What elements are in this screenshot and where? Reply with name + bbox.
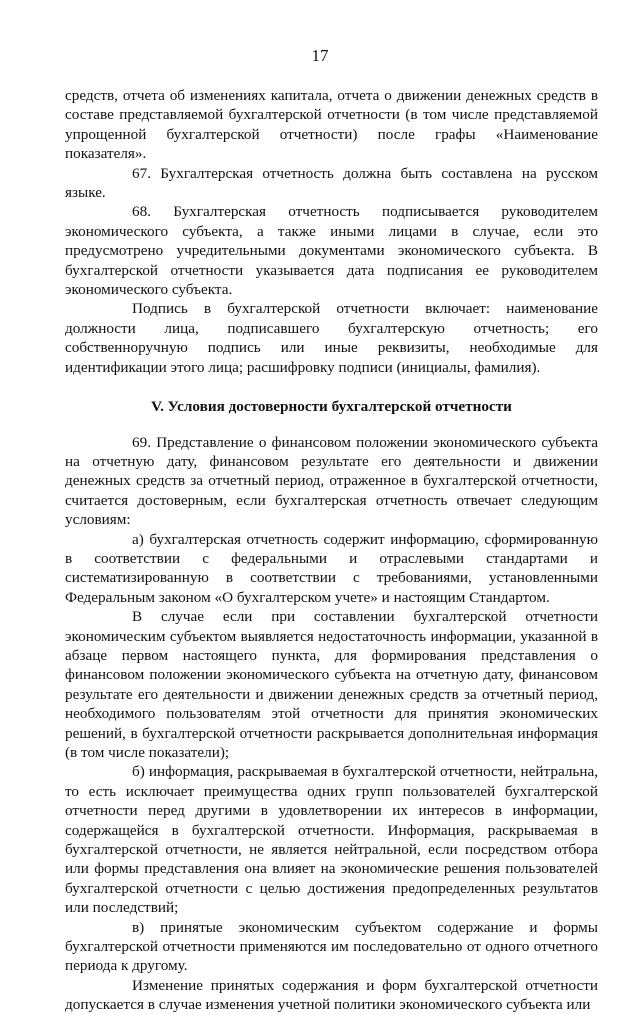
- page-number: 17: [311, 46, 329, 65]
- document-body: [65, 86, 598, 1015]
- paragraph: В случае если при составлении бухгалтерской отчетности экономическим субъектом выявляется недостаточность информации, указанной в абзаце первом настоящего пункта, для формирования представления о финансовом положении экономического субъекта на отчетную дату, финансовом результате его деятельности и движении денежных средств за отчетный период, необходимого пользователям этой отчетности для принятия экономических решений, в бухгалтерской отчетности раскрывается дополнительная информация (в том числе показатели);: [65, 608, 598, 761]
- paragraph-subitem-b: б) информация, раскрываемая в бухгалтерской отчетности, нейтральна, то есть исключает преимущества одних групп пользователей бухгалтерской отчетности перед другими в удовлетворении их интересов в информации, содержащейся в бухгалтерской отчетности. Информация, раскрываемая в бухгалтерской отчетности, не является нейтральной, если посредством отбора или формы представления она влияет на экономические решения пользователей бухгалтерской отчетности с целью достижения предопределенных результатов или последствий;: [65, 763, 598, 917]
- section-heading: V. Условия достоверности бухгалтерской отчетности: [151, 398, 512, 416]
- paragraph: Изменение принятых содержания и форм бухгалтерской отчетности допускается в случае изменения учетной политики экономического субъекта или: [65, 976, 598, 1014]
- paragraph-subitem-a: а) бухгалтерская отчетность содержит информацию, сформированную в соответствии с федеральными и отраслевыми стандартами и систематизированную в соответствии с требованиями, установленными Федеральным законом «О бухгалтерском учете» и настоящим Стандартом.: [65, 530, 598, 606]
- paragraph: Подпись в бухгалтерской отчетности включает: наименование должности лица, подписавшего бухгалтерскую отчетность; его собственноручную подпись или иные реквизиты, необходимые для идентификации этого лица; расшифровку подписи (инициалы, фамилия).: [65, 300, 598, 376]
- paragraph-subitem-v: в) принятые экономическим субъектом содержание и формы бухгалтерской отчетности применяются им последовательно от одного отчетного периода к другому.: [65, 918, 598, 975]
- paragraph-item-67: 67. Бухгалтерская отчетность должна быть составлена на русском языке.: [65, 164, 598, 202]
- paragraph-item-68: 68. Бухгалтерская отчетность подписывается руководителем экономического субъекта, а также иными лицами в случае, если это предусмотрено учредительными документами экономического субъекта. В бухгалтерской отчетности указывается дата подписания ее руководителем экономического субъекта.: [65, 203, 598, 299]
- paragraph: средств, отчета об изменениях капитала, отчета о движении денежных средств в составе представляемой бухгалтерской отчетности (в том числе представляемой упрощенной бухгалтерской отчетности) после графы «Наименование показателя».: [65, 87, 598, 163]
- paragraph-item-69: 69. Представление о финансовом положении экономического субъекта на отчетную дату, финансовом результате его деятельности и движении денежных средств за отчетный период, отраженное в бухгалтерской отчетности, считается достоверным, если бухгалтерская отчетность отвечает следующим условиям:: [65, 433, 598, 529]
